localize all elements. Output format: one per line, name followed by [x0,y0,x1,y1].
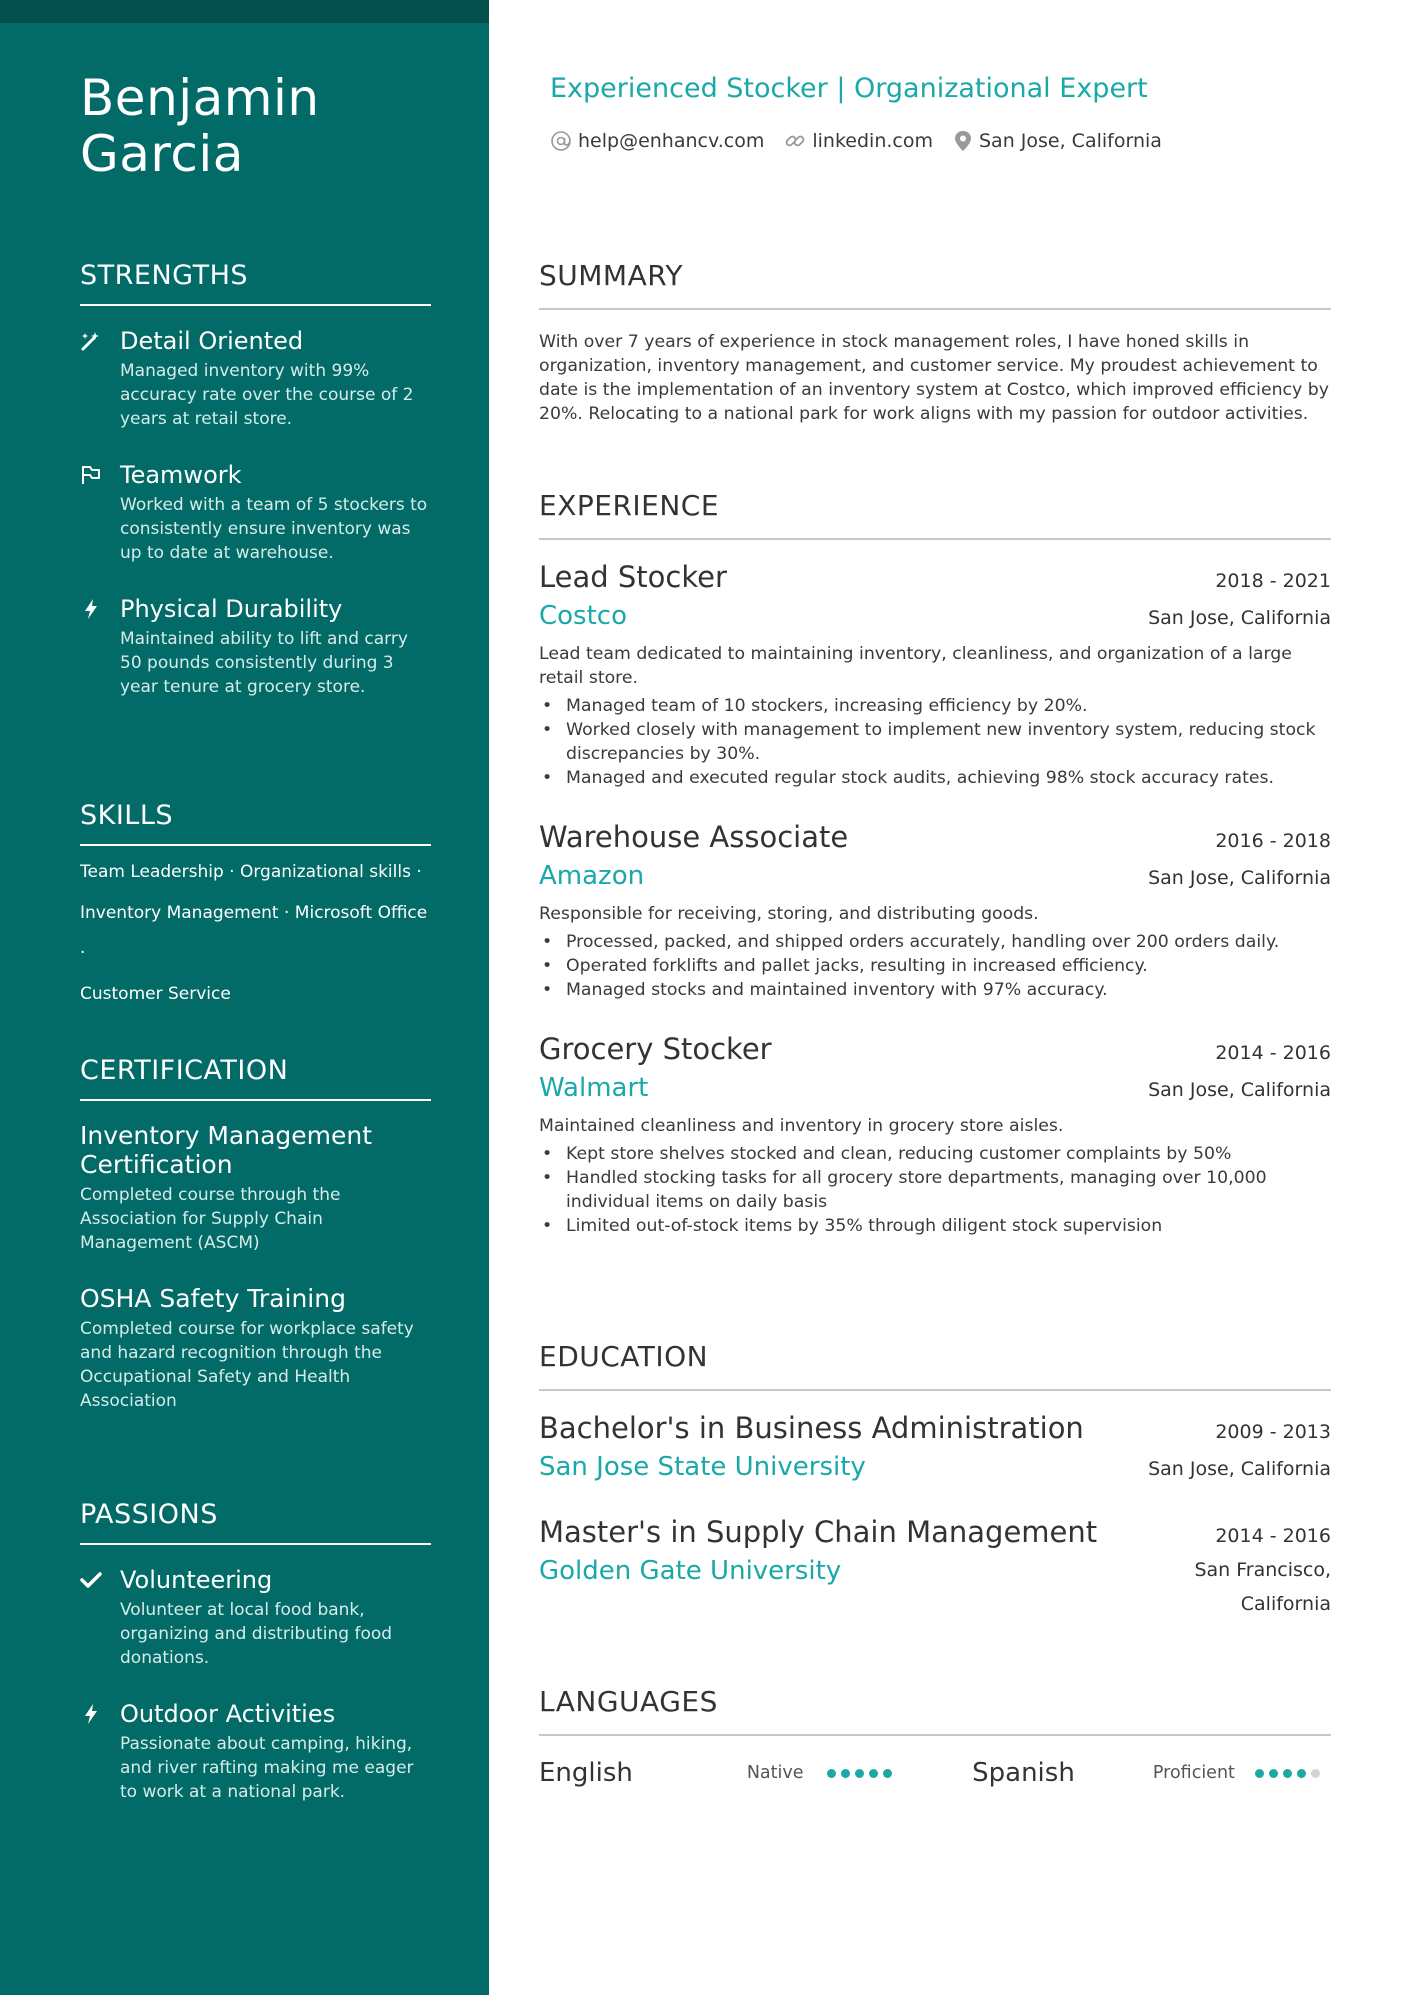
skills-line: Team Leadership · Organizational skills · [80,862,422,882]
cert-item [80,1284,431,1413]
cert-desc: Completed course for workplace safety and hazard recognition through the Occupational Safety and Health Association [80,1319,414,1411]
language-level: Native [746,1763,804,1783]
degree-title: Master's in Supply Chain Management [539,1515,1098,1549]
passion-item [80,1699,431,1804]
strength-item [80,326,431,431]
sidebar-top-bar [0,0,489,23]
name-first: Benjamin [80,69,320,127]
location-pin-icon [953,130,973,152]
summary-heading: SUMMARY [539,258,1331,310]
headline: Experienced Stocker | Organizational Expert [550,73,1148,104]
passion-desc: Volunteer at local food bank, organizing and distributing food donations. [120,1600,393,1668]
cert-title: OSHA Safety Training [80,1284,346,1313]
certification-heading: CERTIFICATION [80,1053,431,1101]
job-bullets [539,930,1331,1002]
edu-location: San Jose, California [1148,1458,1331,1480]
cert-title: Inventory Management Certification [80,1121,373,1179]
rating-dot [869,1769,878,1778]
bullet-item: • Processed, packed, and shipped orders accurately, handling over 200 orders daily. [539,930,1331,954]
job-dates: 2014 - 2016 [1215,1042,1331,1064]
passions-section [80,1497,431,1804]
job-bullets [539,1142,1331,1238]
rating-dot [1269,1769,1278,1778]
contact-bar [550,130,1182,152]
languages-heading: LANGUAGES [539,1684,1331,1736]
skills-line: Customer Service [80,983,231,1004]
link-icon [784,130,806,152]
strengths-heading: STRENGTHS [80,258,431,306]
job-location: San Jose, California [1148,607,1331,629]
magic-wand-icon [80,330,102,352]
job-bullets [539,694,1331,790]
edu-dates: 2014 - 2016 [1215,1525,1331,1547]
language-level: Proficient [1152,1763,1235,1783]
name-last: Garcia [80,125,244,183]
rating-dot [1255,1769,1264,1778]
job-desc: Responsible for receiving, storing, and distributing goods. [539,904,1039,924]
passions-heading: PASSIONS [80,1497,431,1545]
experience-heading: EXPERIENCE [539,488,1331,540]
school-name: San Jose State University [539,1452,866,1482]
edu-dates: 2009 - 2013 [1215,1421,1331,1443]
edu-location-line: San Francisco, [1194,1559,1331,1581]
job-company: Amazon [539,861,645,891]
certification-section [80,1053,431,1413]
passion-title: Volunteering [120,1566,273,1594]
job-title: Grocery Stocker [539,1032,772,1066]
bullet-item: • Operated forklifts and pallet jacks, resulting in increased efficiency. [539,954,1331,978]
skills-section [80,798,431,1014]
strength-desc: Maintained ability to lift and carry 50 pounds consistently during 3 year tenure at grocery store. [120,629,408,697]
job-title: Warehouse Associate [539,820,849,854]
job-entry [539,558,1331,790]
skills-line: Inventory Management · Microsoft Office · [80,902,428,963]
linkedin-text[interactable]: linkedin.com [812,130,933,152]
languages-row [539,1758,1331,1788]
strength-title: Teamwork [120,461,242,489]
passion-title: Outdoor Activities [120,1700,336,1728]
experience-section [539,488,1331,1238]
cert-item [80,1121,431,1255]
job-location: San Jose, California [1148,867,1331,889]
job-location: San Jose, California [1148,1079,1331,1101]
lightning-icon [80,598,102,620]
strength-item [80,460,431,565]
job-dates: 2016 - 2018 [1215,830,1331,852]
education-heading: EDUCATION [539,1339,1331,1391]
language-rating [1255,1769,1331,1778]
strength-title: Detail Oriented [120,327,304,355]
strength-title: Physical Durability [120,595,343,623]
bullet-item: • Limited out-of-stock items by 35% through diligent stock supervision [539,1214,1331,1238]
rating-dot [1297,1769,1306,1778]
summary-section [539,258,1331,426]
degree-title: Bachelor's in Business Administration [539,1411,1084,1445]
at-icon [550,130,572,152]
skills-heading: SKILLS [80,798,431,846]
contact-linkedin[interactable] [784,130,933,152]
contact-location [953,130,1162,152]
education-entry [539,1513,1331,1621]
rating-dot [1311,1769,1320,1778]
skills-list [80,852,431,1014]
job-dates: 2018 - 2021 [1215,570,1331,592]
cert-desc: Completed course through the Association for Supply Chain Management (ASCM) [80,1185,341,1253]
job-company: Costco [539,601,628,631]
flag-icon [80,464,102,486]
education-entry [539,1409,1331,1487]
languages-section [539,1684,1331,1788]
bullet-item: • Handled stocking tasks for all grocery store departments, managing over 10,000 individual items on daily basis [539,1166,1331,1214]
edu-location-line: California [1240,1593,1331,1615]
rating-dot [1283,1769,1292,1778]
strengths-section [80,258,431,699]
education-section [539,1339,1331,1621]
summary-text: With over 7 years of experience in stock management roles, I have honed skills in organization, inventory management, and customer service. My proudest achievement to date is the implementation of an inventory system at Costco, which improved efficiency by 20%. Relocating to a national park for work aligns with my passion for outdoor activities. [539,332,1329,424]
strength-item [80,594,431,699]
bullet-item: • Worked closely with management to implement new inventory system, reducing stock discrepancies by 30%. [539,718,1331,766]
rating-dot [883,1769,892,1778]
sidebar [0,0,489,1995]
passion-desc: Passionate about camping, hiking, and river rafting making me eager to work at a national park. [120,1734,414,1802]
job-company: Walmart [539,1073,649,1103]
email-text[interactable]: help@enhancv.com [578,130,765,152]
job-desc: Lead team dedicated to maintaining inventory, cleanliness, and organization of a large retail store. [539,644,1292,688]
rating-dot [827,1769,836,1778]
job-entry [539,1030,1331,1238]
passion-item [80,1565,431,1670]
language-name: English [539,1758,633,1788]
checkmark-icon [80,1569,102,1591]
bullet-item: • Managed team of 10 stockers, increasing efficiency by 20%. [539,694,1331,718]
location-text: San Jose, California [979,130,1162,152]
strength-desc: Worked with a team of 5 stockers to consistently ensure inventory was up to date at warehouse. [120,495,428,563]
strength-desc: Managed inventory with 99% accuracy rate over the course of 2 years at retail store. [120,361,414,429]
bullet-item: • Managed stocks and maintained inventory with 97% accuracy. [539,978,1331,1002]
school-name: Golden Gate University [539,1556,842,1586]
bullet-item: • Kept store shelves stocked and clean, reducing customer complaints by 50% [539,1142,1331,1166]
rating-dot [855,1769,864,1778]
language-rating [827,1769,932,1778]
job-entry [539,818,1331,1002]
job-title: Lead Stocker [539,560,727,594]
language-name: Spanish [972,1758,1075,1788]
edu-location [1194,1553,1331,1621]
candidate-name [80,70,320,182]
contact-email[interactable] [550,130,764,152]
bullet-item: • Managed and executed regular stock audits, achieving 98% stock accuracy rates. [539,766,1331,790]
job-desc: Maintained cleanliness and inventory in grocery store aisles. [539,1116,1064,1136]
rating-dot [841,1769,850,1778]
lightning-icon [80,1703,102,1725]
